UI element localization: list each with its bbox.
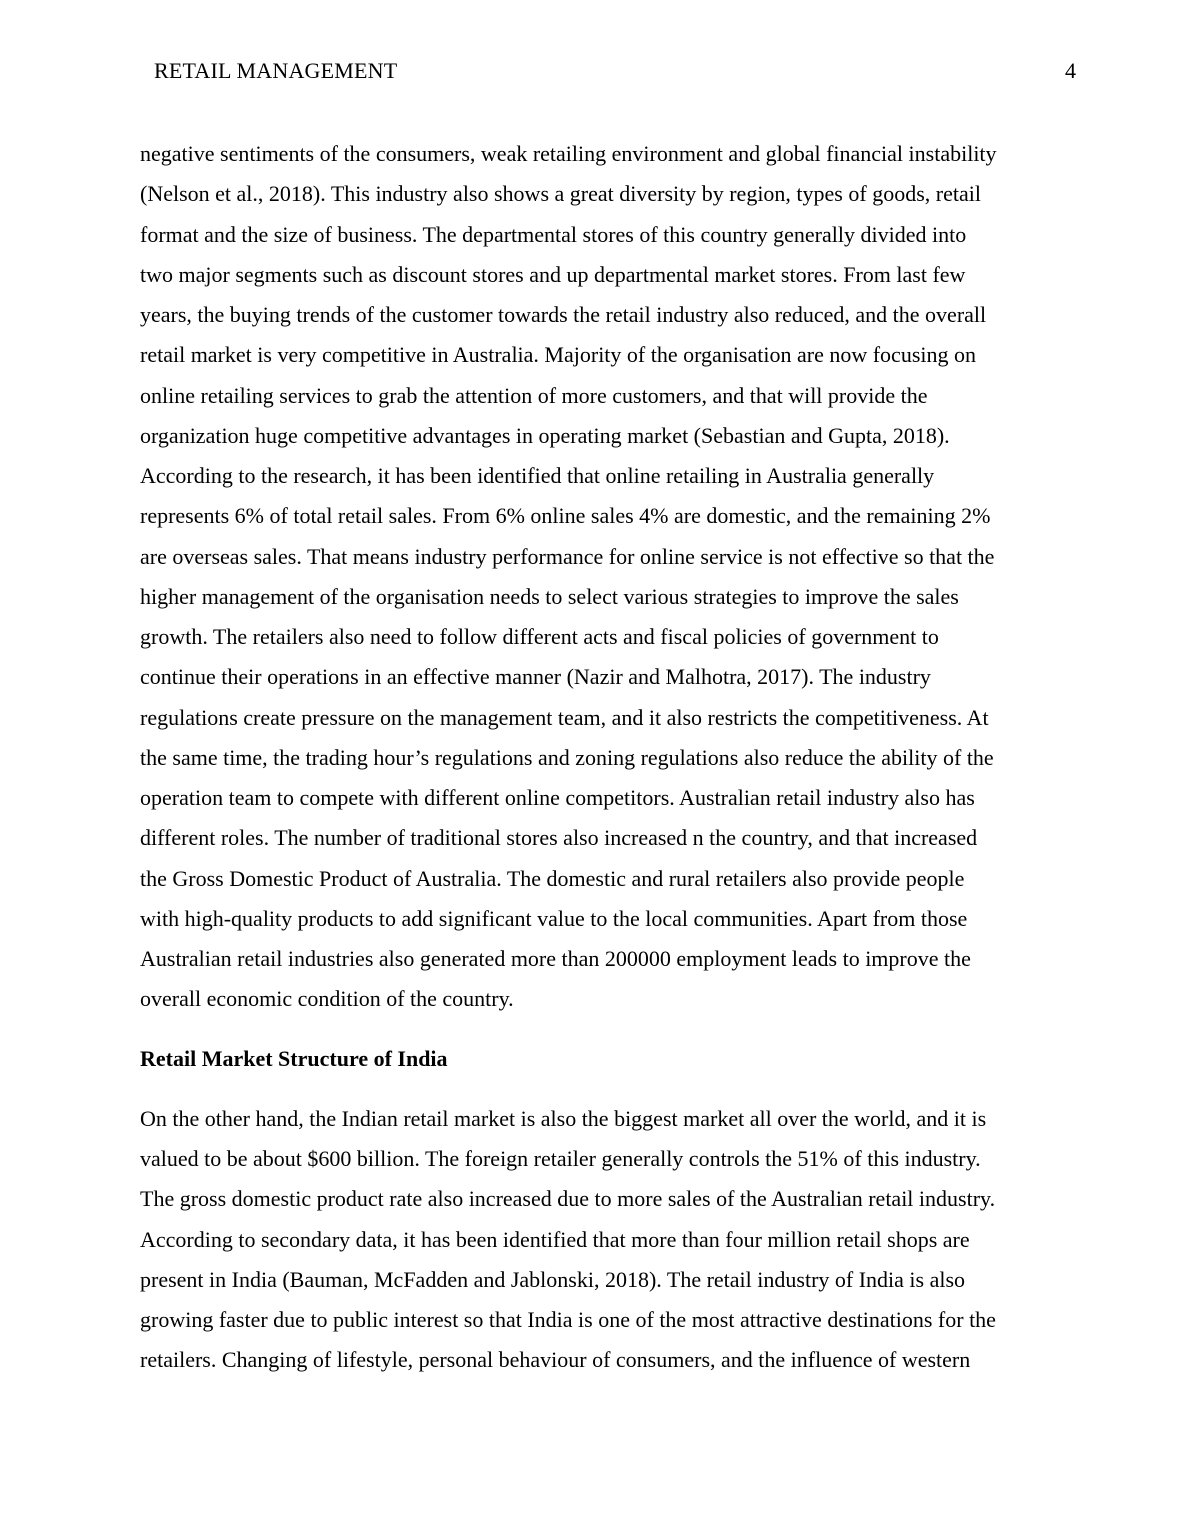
text-line: According to secondary data, it has been identified that more than four million retail shops are: [140, 1226, 970, 1252]
text-line: The gross domestic product rate also increased due to more sales of the Australian retail industry.: [140, 1186, 996, 1212]
text-line: continue their operations in an effective manner (Nazir and Malhotra, 2017). The industry: [140, 664, 931, 690]
paragraph-australia-retail: [140, 134, 1060, 1020]
text-line: format and the size of business. The departmental stores of this country generally divided into: [140, 221, 967, 247]
text-line: (Nelson et al., 2018). This industry also shows a great diversity by region, types of goods, retail: [140, 181, 981, 207]
text-line: online retailing services to grab the attention of more customers, and that will provide the: [140, 382, 928, 408]
text-line: organization huge competitive advantages in operating market (Sebastian and Gupta, 2018).: [140, 422, 950, 448]
text-line: different roles. The number of traditional stores also increased n the country, and that increased: [140, 825, 978, 851]
page-number: 4: [1065, 58, 1076, 83]
text-line: operation team to compete with different online competitors. Australian retail industry also has: [140, 785, 975, 810]
text-line: with high-quality products to add significant value to the local communities. Apart from those: [140, 905, 968, 931]
text-line: retail market is very competitive in Australia. Majority of the organisation are now focusing on: [140, 342, 976, 368]
paragraph-india-retail: [140, 1099, 1060, 1381]
text-line: are overseas sales. That means industry performance for online service is not effective so that the: [140, 543, 995, 569]
text-line: two major segments such as discount stores and up departmental market stores. From last few: [140, 261, 966, 287]
text-line: years, the buying trends of the customer towards the retail industry also reduced, and the overall: [140, 302, 987, 327]
text-line: present in India (Bauman, McFadden and Jablonski, 2018). The retail industry of India is also: [140, 1266, 966, 1292]
text-line: growth. The retailers also need to follow different acts and fiscal policies of government to: [140, 624, 939, 649]
text-line: retailers. Changing of lifestyle, personal behaviour of consumers, and the influence of western: [140, 1347, 971, 1373]
text-line: According to the research, it has been identified that online retailing in Australia generally: [140, 463, 935, 488]
body-text: [140, 134, 1060, 1381]
text-line: represents 6% of total retail sales. From 6% online sales 4% are domestic, and the remaining 2%: [140, 503, 991, 529]
text-line: negative sentiments of the consumers, weak retailing environment and global financial instability: [140, 141, 997, 166]
text-line: the Gross Domestic Product of Australia. The domestic and rural retailers also provide people: [140, 865, 965, 891]
text-line: the same time, the trading hour’s regulations and zoning regulations also reduce the ability of the: [140, 744, 994, 770]
text-line: Australian retail industries also generated more than 200000 employment leads to improve the: [140, 946, 971, 971]
text-line: regulations create pressure on the management team, and it also restricts the competitiveness. At: [140, 704, 989, 730]
text-line: On the other hand, the Indian retail market is also the biggest market all over the world, and it is: [140, 1105, 987, 1131]
text-line: growing faster due to public interest so that India is one of the most attractive destinations for the: [140, 1307, 996, 1332]
text-line: overall economic condition of the country.: [140, 986, 514, 1012]
text-line: higher management of the organisation needs to select various strategies to improve the sales: [140, 583, 959, 609]
text-line: valued to be about $600 billion. The foreign retailer generally controls the 51% of this industry.: [140, 1146, 981, 1171]
running-head: RETAIL MANAGEMENT: [154, 58, 398, 83]
section-heading: Retail Market Structure of India: [140, 1045, 448, 1071]
